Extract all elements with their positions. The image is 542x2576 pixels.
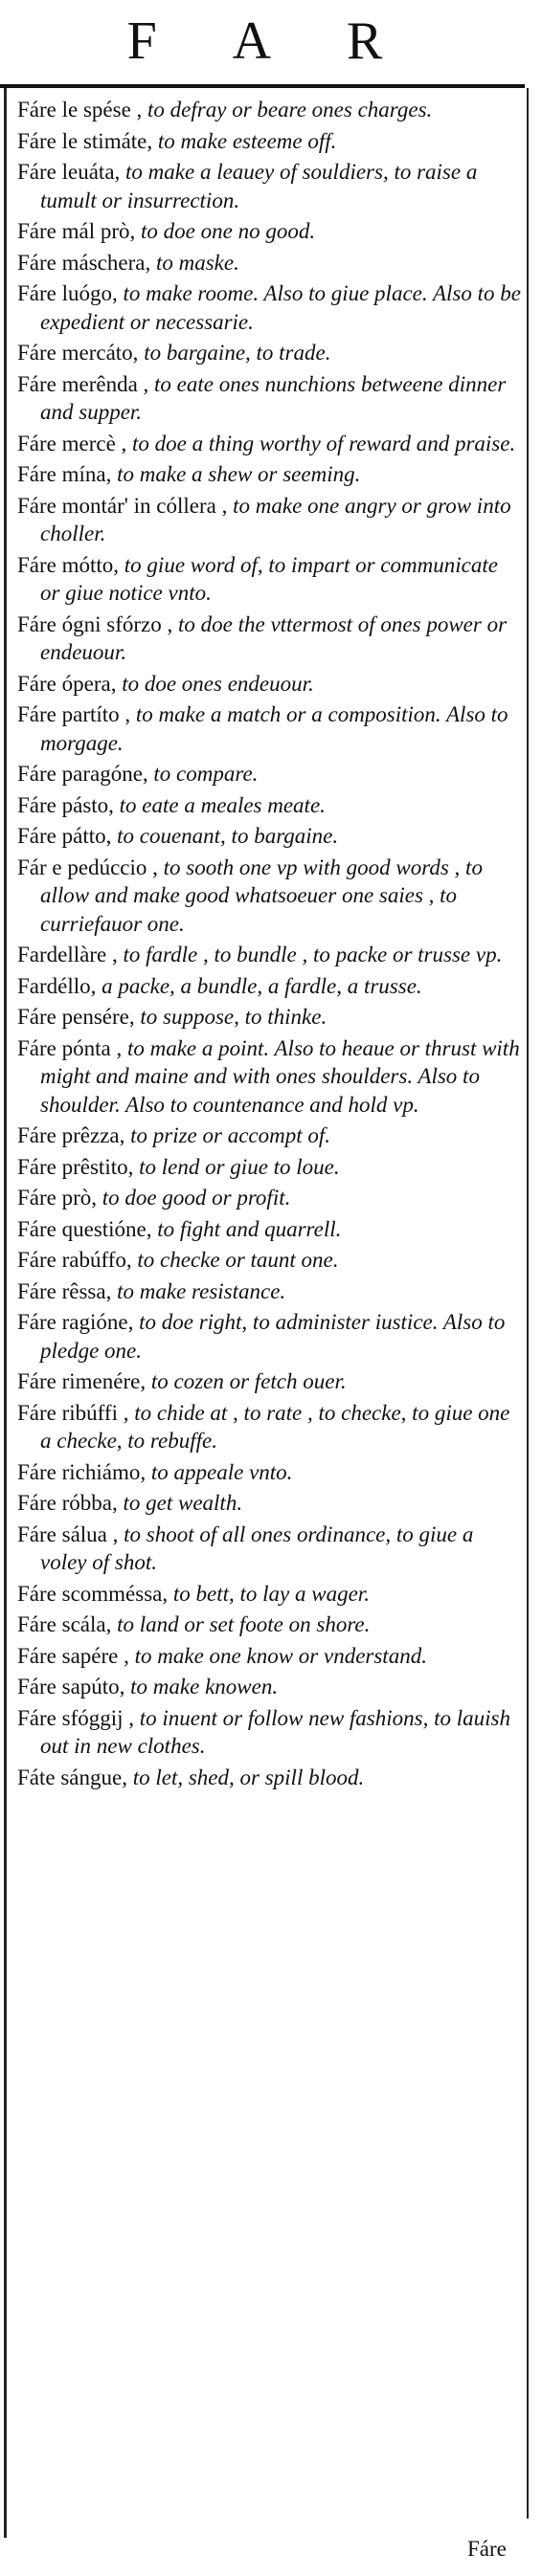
entry-definition: to land or set foote on shore.: [117, 1612, 371, 1636]
entry-headword: Fáre róbba,: [17, 1491, 118, 1515]
entry-headword: Fáre luógo,: [17, 281, 118, 305]
entry-headword: Fáre richiámo,: [17, 1459, 147, 1484]
dictionary-entry: [17, 1003, 521, 1032]
dictionary-entry: [17, 1367, 521, 1396]
entry-headword: Fár e pedúccio ,: [17, 855, 158, 879]
entry-definition: to sooth one vp with good words , to allow and make good whatsoeuer one saies , to curriefauor one.: [40, 855, 483, 936]
entry-definition: to make one angry or grow into choller.: [40, 493, 511, 545]
dictionary-entry: [17, 1489, 521, 1518]
dictionary-entry: [17, 760, 521, 788]
dictionary-entry: [17, 1277, 521, 1306]
dictionary-entry: [17, 339, 521, 367]
dictionary-entry: [17, 249, 521, 278]
dictionary-entry: [17, 1034, 521, 1120]
dictionary-entry: [17, 1308, 521, 1365]
entry-headword: Fáre leuáta,: [17, 160, 121, 184]
entry-headword: Fáre ribúffi ,: [17, 1400, 129, 1425]
entry-definition: to make esteeme off.: [157, 128, 337, 153]
entry-definition: to let, shed, or spill blood.: [132, 1765, 365, 1789]
dictionary-entry: [17, 854, 521, 939]
dictionary-entry: [17, 279, 521, 336]
dictionary-entry: [17, 972, 521, 1001]
dictionary-entry: [17, 1673, 521, 1701]
entry-headword: Fáre pónta ,: [17, 1035, 123, 1060]
entry-definition: to make a leauey of souldiers, to raise a tumult or insurrection.: [40, 160, 478, 212]
entry-headword: Fáre rimenére,: [17, 1369, 147, 1393]
entry-definition: to giue word of, to impart or communicate or giue notice vnto.: [40, 552, 498, 605]
dictionary-entry: [17, 1610, 521, 1639]
entry-headword: Fáre mótto,: [17, 552, 120, 577]
entry-headword: Fáre ragióne,: [17, 1310, 134, 1334]
dictionary-entry: [17, 370, 521, 427]
dictionary-entry: [17, 1642, 521, 1671]
entry-definition: to make one know or vnderstand.: [134, 1643, 427, 1668]
dictionary-entry: [17, 96, 521, 124]
dictionary-entry: [17, 1580, 521, 1609]
entry-definition: to make knowen.: [130, 1675, 279, 1699]
entry-definition: to lend or giue to loue.: [139, 1154, 340, 1179]
entry-list: [17, 96, 521, 1794]
entry-definition: to checke or taunt one.: [137, 1248, 339, 1272]
entry-headword: Fáre sálua ,: [17, 1521, 119, 1546]
dictionary-entry: [17, 941, 521, 969]
dictionary-entry: [17, 670, 521, 699]
entry-headword: Fáre ógni sfórzo ,: [17, 611, 173, 636]
entry-headword: Fáre merênda ,: [17, 371, 149, 396]
entry-headword: Fáre sfóggij ,: [17, 1705, 135, 1730]
dictionary-entry: [17, 158, 521, 214]
entry-definition: to chide at , to rate , to checke, to giue one a checke, to rebuffe.: [40, 1400, 510, 1453]
entry-definition: to defray or beare ones charges.: [147, 98, 433, 122]
dictionary-entry: [17, 1458, 521, 1487]
entry-definition: to couenant, to bargaine.: [117, 824, 339, 848]
entry-definition: to make a point. Also to heaue or thrust with might and maine and with ones shoulders. Also to shoulder. Also to countenance and hold vp.: [40, 1035, 520, 1117]
entry-definition: to make resistance.: [117, 1278, 286, 1303]
dictionary-entry: [17, 127, 521, 156]
dictionary-entry: [17, 1764, 521, 1792]
entry-headword: Fardéllo,: [17, 973, 97, 998]
entry-headword: Fáre montár' in cóllera ,: [17, 493, 228, 518]
dictionary-entry: [17, 217, 521, 246]
entry-headword: Fáre mercáto,: [17, 341, 139, 365]
entry-definition: to doe the vttermost of ones power or endeuour.: [40, 611, 508, 664]
entry-definition: to cozen or fetch ouer.: [150, 1369, 347, 1393]
entry-headword: Fáre prò,: [17, 1186, 98, 1210]
entry-headword: Fáre máschera,: [17, 250, 151, 275]
dictionary-entry: [17, 1153, 521, 1182]
entry-headword: Fáre rêssa,: [17, 1278, 112, 1303]
entry-definition: to prize or accompt of.: [130, 1123, 331, 1147]
entry-headword: Fáre pensére,: [17, 1005, 135, 1029]
entry-headword: Fáre prêstito,: [17, 1154, 134, 1179]
entry-headword: Fáre sapúto,: [17, 1675, 125, 1699]
dictionary-entry: [17, 430, 521, 458]
page-header: F A R: [126, 11, 416, 71]
dictionary-entry: [17, 460, 521, 489]
entry-headword: Fáre le stimáte,: [17, 128, 153, 153]
entry-definition: to doe ones endeuour.: [122, 671, 314, 696]
dictionary-entry: [17, 822, 521, 851]
dictionary-entry: [17, 1704, 521, 1761]
dictionary-entry: [17, 700, 521, 757]
column-rule-left: [4, 88, 7, 2538]
entry-headword: Fáre pátto,: [17, 824, 112, 848]
dictionary-entry: [17, 1121, 521, 1150]
entry-headword: Fáre pásto,: [17, 792, 114, 817]
entry-definition: to eate a meales meate.: [119, 792, 326, 817]
entry-headword: Fáre scála,: [17, 1612, 112, 1636]
entry-definition: to fardle , to bundle , to packe or trusse vp.: [123, 943, 503, 966]
dictionary-entry: [17, 1399, 521, 1455]
dictionary-entry: [17, 492, 521, 548]
entry-definition: a packe, a bundle, a fardle, a trusse.: [102, 973, 422, 998]
entry-definition: to compare.: [153, 762, 259, 786]
entry-headword: Fáre mercè ,: [17, 431, 127, 455]
entry-definition: to inuent or follow new fashions, to lauish out in new clothes.: [40, 1705, 510, 1758]
entry-definition: to eate ones nunchions betweene dinner and supper.: [40, 371, 507, 424]
entry-headword: Fáre rabúffo,: [17, 1248, 132, 1272]
entry-headword: Fáre le spése ,: [17, 98, 143, 122]
dictionary-entry: [17, 1521, 521, 1577]
entry-definition: to doe good or profit.: [102, 1186, 291, 1210]
entry-definition: to shoot of all ones ordinance, to giue a voley of shot.: [40, 1521, 474, 1574]
entry-definition: to maske.: [155, 250, 239, 275]
dictionary-entry: [17, 1215, 521, 1244]
entry-definition: to appeale vnto.: [150, 1459, 293, 1484]
entry-definition: to doe a thing worthy of reward and praise.: [132, 431, 516, 455]
dictionary-entry: [17, 791, 521, 820]
entry-definition: to suppose, to thinke.: [140, 1005, 327, 1029]
dictionary-entry: [17, 611, 521, 667]
dictionary-entry: [17, 1184, 521, 1212]
entry-headword: Fáre questióne,: [17, 1216, 152, 1241]
entry-headword: Fáre mál prò,: [17, 219, 136, 243]
entry-headword: Fardellàre ,: [17, 943, 118, 966]
entry-definition: to make a shew or seeming.: [117, 462, 361, 486]
catchword: Fáre: [467, 2537, 507, 2561]
entry-headword: Fáre paragóne,: [17, 762, 148, 786]
entry-definition: to doe right, to administer iustice. Also to pledge one.: [40, 1310, 506, 1363]
entry-headword: Fáte sángue,: [17, 1765, 127, 1789]
header-rule: [0, 84, 525, 88]
entry-definition: to make roome. Also to giue place. Also to be expedient or necessarie.: [40, 281, 521, 334]
dictionary-entry: [17, 1246, 521, 1275]
entry-definition: to make a match or a composition. Also to morgage.: [40, 702, 508, 755]
column-rule-right: [527, 88, 529, 2519]
entry-definition: to bett, to lay a wager.: [172, 1581, 370, 1606]
entry-definition: to doe one no good.: [141, 219, 316, 243]
entry-headword: Fáre mína,: [17, 462, 112, 486]
entry-headword: Fáre scomméssa,: [17, 1581, 169, 1606]
entry-headword: Fáre partíto ,: [17, 702, 131, 726]
entry-headword: Fáre prêzza,: [17, 1123, 125, 1147]
entry-definition: to bargaine, to trade.: [144, 341, 331, 365]
entry-definition: to get wealth.: [123, 1491, 243, 1515]
entry-definition: to fight and quarrell.: [157, 1216, 342, 1241]
dictionary-entry: [17, 551, 521, 608]
entry-headword: Fáre sapére ,: [17, 1643, 129, 1668]
entry-headword: Fáre ópera,: [17, 671, 117, 696]
